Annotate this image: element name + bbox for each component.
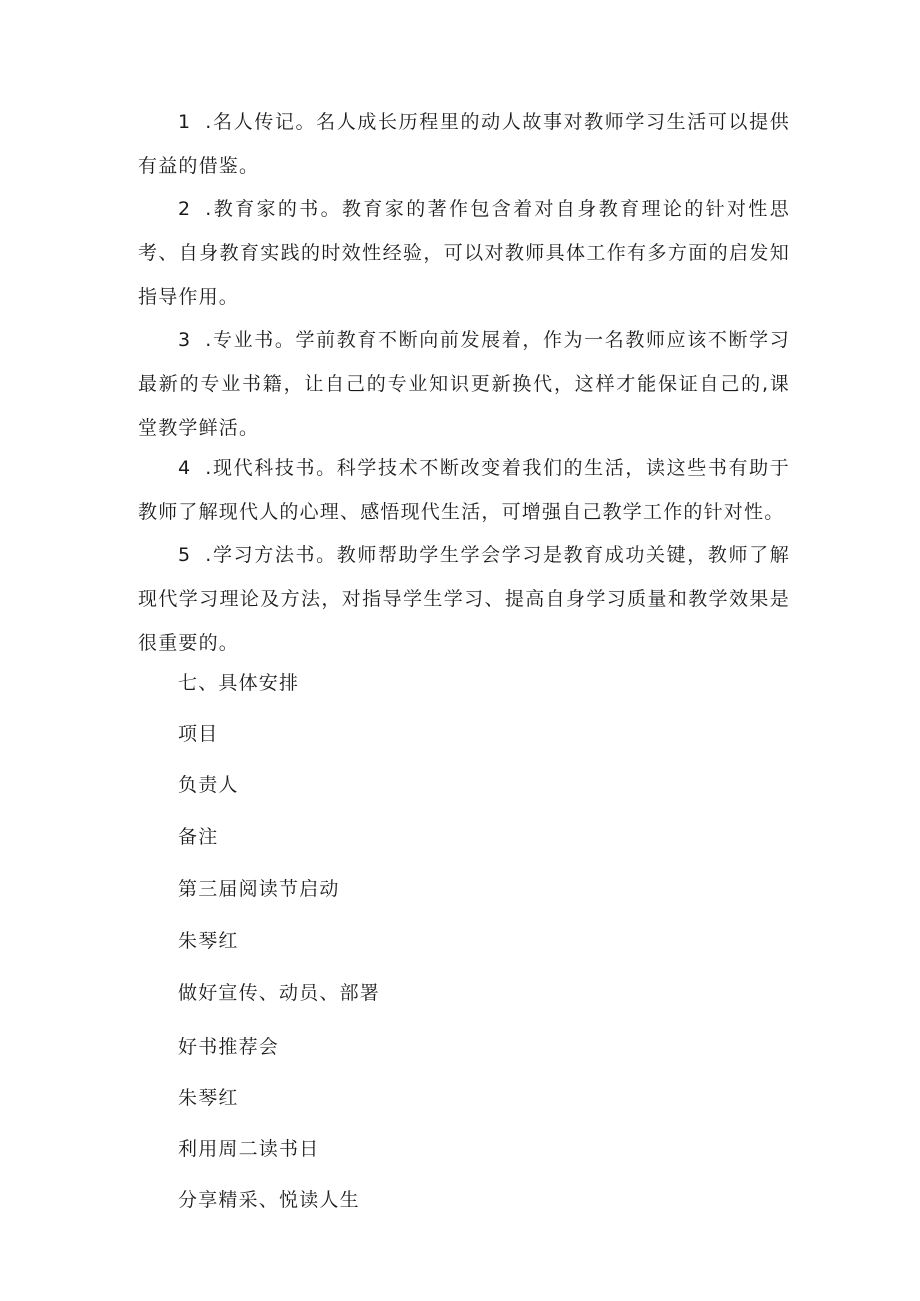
schedule-line: 分享精采、悦读人生 <box>178 1189 360 1211</box>
item-text: .学习方法书。教师帮助学生学会学习是教育成功关键，教师了解现代学习理论及方法，对指导学生学习、提高自身学习质量和教学效果是很重要的。 <box>138 544 790 654</box>
list-item-2 <box>138 187 790 319</box>
schedule-line: 项目 <box>178 723 219 745</box>
item-number: 1 <box>178 111 192 133</box>
item-number: 4 <box>178 457 192 479</box>
list-item-1 <box>138 100 790 188</box>
schedule-line: 备注 <box>178 826 219 848</box>
section-heading: 七、具体安排 <box>178 672 300 694</box>
schedule-line: 负责人 <box>178 774 239 796</box>
schedule-line: 做好宣传、动员、部署 <box>178 982 381 1004</box>
item-number: 3 <box>178 329 192 351</box>
schedule-line: 朱琴红 <box>178 1087 239 1109</box>
schedule-line: 好书推荐会 <box>178 1036 280 1058</box>
list-item-4 <box>138 446 790 534</box>
item-text: .名人传记。名人成长历程里的动人故事对教师学习生活可以提供有益的借鉴。 <box>138 111 790 177</box>
item-text: .现代科技书。科学技术不断改变着我们的生活，读这些书有助于教师了解现代人的心理、感悟现代生活，可增强自己教学工作的针对性。 <box>138 457 790 523</box>
item-text: .教育家的书。教育家的著作包含着对自身教育理论的针对性思考、自身教育实践的时效性经验，可以对教师具体工作有多方面的启发知指导作用。 <box>138 198 790 308</box>
schedule-line: 第三届阅读节启动 <box>178 878 340 900</box>
list-item-3 <box>138 318 790 450</box>
item-number: 5 <box>178 544 192 566</box>
schedule-line: 朱琴红 <box>178 930 239 952</box>
schedule-line: 利用周二读书日 <box>178 1138 320 1160</box>
list-item-5 <box>138 533 790 665</box>
item-number: 2 <box>178 198 192 220</box>
item-text: .专业书。学前教育不断向前发展着，作为一名教师应该不断学习最新的专业书籍，让自己的专业知识更新换代，这样才能保证自己的,课堂教学鲜活。 <box>138 329 790 439</box>
